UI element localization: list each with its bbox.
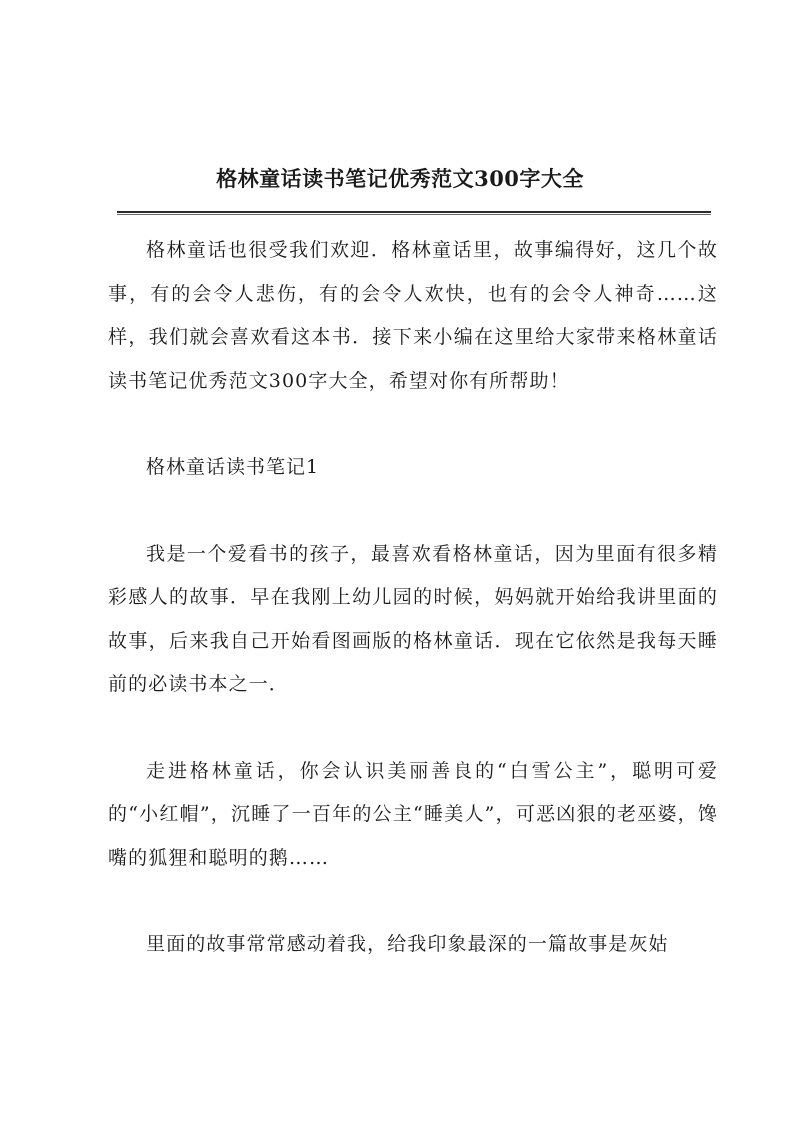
intro-paragraph: 格林童话也很受我们欢迎．格林童话里，故事编得好，这几个故事，有的会令人悲伤，有的会令人欢快，也有的会令人神奇……这样，我们就会喜欢看这本书．接下来小编在这里给大家带来格林童话读书笔记优秀范文300字大全，希望对你有所帮助！ — [108, 239, 718, 392]
body-paragraph: 里面的故事常常感动着我，给我印象最深的一篇故事是灰姑 — [146, 933, 669, 955]
section-heading: 格林童话读书笔记1 — [146, 456, 320, 478]
body-paragraph: 我是一个爱看书的孩子，最喜欢看格林童话，因为里面有很多精彩感人的故事．早在我刚上幼儿园的时候，妈妈就开始给我讲里面的故事，后来我自己开始看图画版的格林童话．现在它依然是我每天睡前的必读书本之一． — [108, 542, 718, 695]
paragraph-spacer — [108, 880, 718, 923]
title-divider — [117, 211, 711, 215]
body-paragraph: 走进格林童话，你会认识美丽善良的“白雪公主”，聪明可爱的“小红帽”，沉睡了一百年的公主“睡美人”，可恶凶狠的老巫婆，馋嘴的狐狸和聪明的鹅…… — [108, 759, 718, 869]
document-title: 格林童话读书笔记优秀范文300字大全 — [216, 166, 584, 191]
paragraph-spacer — [108, 490, 718, 533]
paragraph-spacer — [108, 707, 718, 750]
paragraph-spacer — [108, 403, 718, 446]
document-body — [108, 229, 718, 967]
